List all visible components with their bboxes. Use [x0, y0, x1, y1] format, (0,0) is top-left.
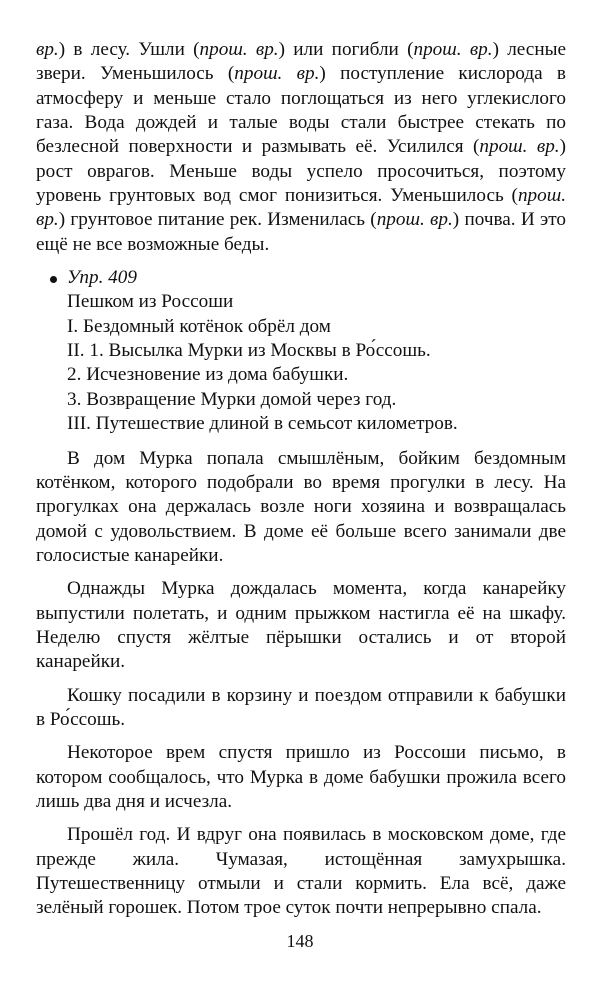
text-segment: ) в лесу. Ушли ( — [58, 39, 200, 60]
outline-item: II. 1. Высылка Мурки из Москвы в Ро́ссошь. — [67, 340, 431, 362]
exercise-label: Упр. 409 — [67, 267, 137, 289]
text-segment: ) лесные звери. Уменьшилось ( — [36, 39, 566, 85]
italic-abbreviation: прош. вр. — [36, 185, 566, 231]
italic-abbreviation: вр. — [36, 39, 59, 60]
text-segment: ) почва. И это ещё не все возможные беды. — [36, 209, 566, 255]
text-segment: ) поступление кислорода в атмосферу и меньше стало поглощаться из него углекислого газа. Вода дождей и талые воды стали быстрее стекать по безлесной поверхности и размывать её. Усилился ( — [36, 63, 566, 158]
text-segment: ) или погибли ( — [278, 39, 414, 60]
continuation-paragraph — [36, 38, 566, 257]
outline-item: 2. Исчезновение из дома бабушки. — [67, 364, 349, 386]
text-segment: ) грунтовое питание рек. Изменилась ( — [58, 209, 377, 231]
paragraph: Прошёл год. И вдруг она появилась в московском доме, где прежде жила. Чумазая, истощённая замухрышка. Путешественницу отмыли и стали кормить. Ела всё, даже зелёный горошек. Потом трое суток почти непрерывно спала. — [36, 824, 566, 919]
outline-item: 3. Возвращение Мурки домой через год. — [67, 388, 397, 410]
italic-abbreviation: прош. вр. — [234, 63, 320, 85]
paragraph: Однажды Мурка дождалась момента, когда канарейку выпустили полетать, и одним прыжком настигла её на шкафу. Неделю спустя жёлтые пёрышки остались и от второй канарейки. — [36, 578, 566, 673]
italic-abbreviation: прош. вр. — [199, 39, 279, 60]
paragraph: Некоторое врем спустя пришло из Россоши письмо, в котором сообщалось, что Мурка в доме бабушки прожила всего лишь два дня и исчезла. — [36, 742, 566, 812]
page-number: 148 — [286, 931, 314, 951]
italic-abbreviation: прош. вр. — [376, 209, 453, 231]
exercise-heading — [36, 266, 566, 290]
outline-item: III. Путешествие длиной в семьсот километров. — [67, 413, 458, 435]
paragraph: Кошку посадили в корзину и поездом отправили к бабушки в Ро́ссошь. — [36, 684, 566, 730]
outline-title: Пешком из Россоши — [67, 291, 234, 313]
outline-item: I. Бездомный котёнок обрёл дом — [67, 315, 331, 337]
text-segment: ) рост оврагов. Меньше воды успело просочиться, поэтому уровень грунтовых вод смог понизиться. Уменьшилось ( — [36, 136, 566, 207]
italic-abbreviation: прош. вр. — [413, 39, 493, 60]
exercise-outline — [36, 290, 566, 436]
italic-abbreviation: прош. вр. — [479, 136, 560, 158]
page-body — [36, 38, 566, 921]
paragraph: В дом Мурка попала смышлёным, бойким бездомным котёнком, которого подобрали во время прогулки в лесу. На прогулках она держалась возле ноги хозяина и возвращалась домой с удовольствием. В доме её больше всего занимали две голосистые канарейки. — [36, 447, 566, 566]
bullet-icon — [50, 276, 57, 283]
